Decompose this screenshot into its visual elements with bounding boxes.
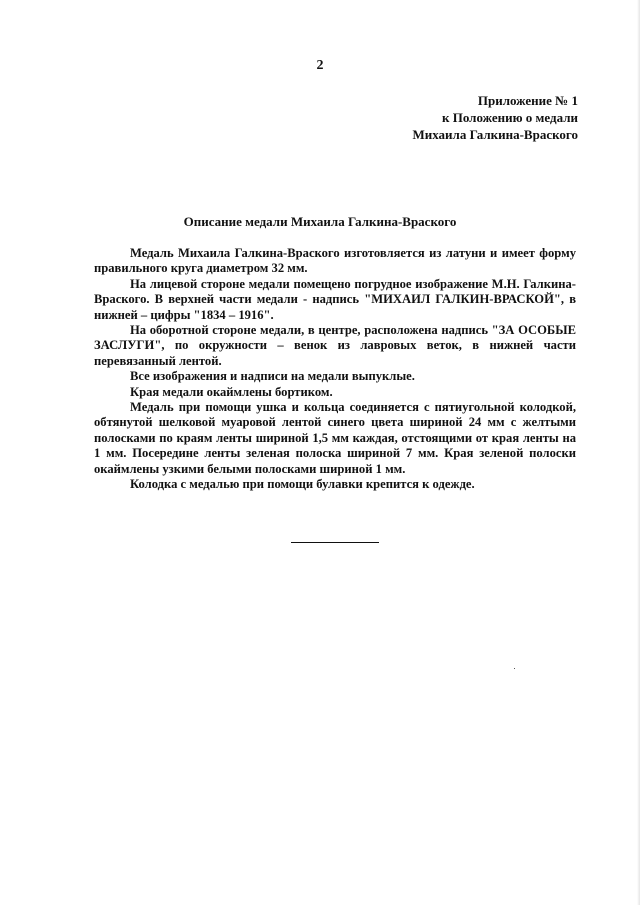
document-body xyxy=(94,246,576,493)
appendix-line-1: Приложение № 1 xyxy=(477,93,578,108)
appendix-header xyxy=(412,92,578,143)
paragraph-relief: Все изображения и надписи на медали выпуклые. xyxy=(130,369,415,384)
paragraph-ribbon: Медаль при помощи ушка и кольца соединяется с пятиугольной колодкой, обтянутой шелковой муаровой лентой синего цвета шириной 24 мм с желтыми полосками по краям ленты шириной 1,5 мм каждая, отстоящими от края ленты на 1 мм. Посередине ленты зеленая полоска шириной 7 мм. Края зеленой полоски окаймлены узкими белыми полосками шириной 1 мм. xyxy=(94,400,576,476)
page-number: 2 xyxy=(316,58,324,73)
paragraph-shape: Медаль Михаила Галкина-Враского изготовляется из латуни и имеет форму правильного круга диаметром 32 мм. xyxy=(94,246,576,276)
paragraph-attachment: Колодка с медалью при помощи булавки крепится к одежде. xyxy=(130,477,475,492)
end-divider xyxy=(291,542,379,543)
document-title: Описание медали Михаила Галкина-Враского xyxy=(183,214,457,229)
paragraph-reverse: На оборотной стороне медали, в центре, расположена надпись "ЗА ОСОБЫЕ ЗАСЛУГИ", по окружности – венок из лавровых веток, в нижней части перевязанный лентой. xyxy=(94,323,576,368)
scan-speck xyxy=(514,668,515,669)
appendix-line-2: к Положению о медали xyxy=(441,110,578,125)
paragraph-rim: Края медали окаймлены бортиком. xyxy=(130,384,333,399)
appendix-line-3: Михаила Галкина-Враского xyxy=(412,127,578,142)
paragraph-obverse: На лицевой стороне медали помещено погрудное изображение М.Н. Галкина-Враского. В верхней части медали - надпись "МИХАИЛ ГАЛКИН-ВРАСКОЙ", в нижней – цифры "1834 – 1916". xyxy=(94,276,576,322)
